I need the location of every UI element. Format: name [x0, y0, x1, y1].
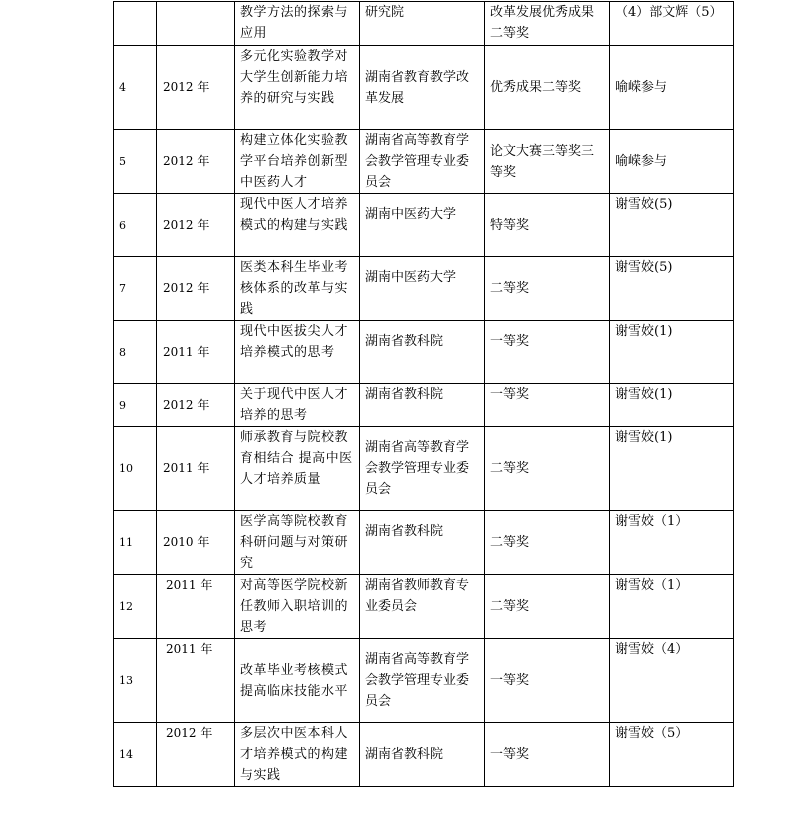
- row-year: 2012 年: [157, 384, 235, 427]
- row-rank: 谢雪姣(5): [610, 194, 734, 257]
- row-title: 教学方法的探索与应用: [235, 2, 360, 46]
- table-row: [114, 321, 734, 384]
- table-row: [114, 575, 734, 639]
- row-award-level: 论文大赛三等奖三等奖: [485, 130, 610, 194]
- row-year: 2011 年: [157, 639, 235, 723]
- table-row: [114, 194, 734, 257]
- table-row: [114, 46, 734, 130]
- row-award-level: 一等奖: [485, 321, 610, 384]
- row-rank: 谢雪姣(1): [610, 427, 734, 511]
- row-award-level: 二等奖: [485, 427, 610, 511]
- row-award-level: 一等奖: [485, 639, 610, 723]
- row-year: 2012 年: [157, 130, 235, 194]
- row-organization: 湖南省教科院: [360, 511, 485, 575]
- table-row: [114, 511, 734, 575]
- table-row: [114, 723, 734, 787]
- row-title: 师承教育与院校教育相结合 提高中医人才培养质量: [235, 427, 360, 511]
- row-organization: 湖南中医药大学: [360, 257, 485, 321]
- row-rank: 谢雪姣(1): [610, 321, 734, 384]
- row-rank: 谢雪姣（5）: [610, 723, 734, 787]
- row-year: 2012 年: [157, 723, 235, 787]
- row-organization: 湖南省教科院: [360, 384, 485, 427]
- row-rank: 谢雪姣（4）: [610, 639, 734, 723]
- row-number: 5: [114, 130, 157, 194]
- row-number: [114, 2, 157, 46]
- table-row: [114, 427, 734, 511]
- row-title: 改革毕业考核模式 提高临床技能水平: [235, 639, 360, 723]
- row-rank: 谢雪姣（1）: [610, 511, 734, 575]
- row-rank: 喻嵘参与: [610, 46, 734, 130]
- row-organization: 研究院: [360, 2, 485, 46]
- table-row: [114, 2, 734, 46]
- row-title: 关于现代中医人才培养的思考: [235, 384, 360, 427]
- row-title: 现代中医拔尖人才培养模式的思考: [235, 321, 360, 384]
- row-organization: 湖南省教科院: [360, 723, 485, 787]
- row-organization: 湖南省教师教育专业委员会: [360, 575, 485, 639]
- row-organization: 湖南省教育教学改革发展: [360, 46, 485, 130]
- row-number: 13: [114, 639, 157, 723]
- row-title: 多层次中医本科人才培养模式的构建与实践: [235, 723, 360, 787]
- row-year: 2012 年: [157, 46, 235, 130]
- row-number: 8: [114, 321, 157, 384]
- row-award-level: 二等奖: [485, 257, 610, 321]
- table-row: [114, 639, 734, 723]
- table-row: [114, 384, 734, 427]
- table-row: [114, 257, 734, 321]
- row-number: 6: [114, 194, 157, 257]
- row-rank: 谢雪姣(1): [610, 384, 734, 427]
- row-award-level: 优秀成果二等奖: [485, 46, 610, 130]
- row-year: 2011 年: [157, 321, 235, 384]
- row-year: [157, 2, 235, 46]
- row-title: 构建立体化实验教学平台培养创新型中医药人才: [235, 130, 360, 194]
- row-number: 9: [114, 384, 157, 427]
- row-rank: 谢雪姣（1）: [610, 575, 734, 639]
- row-year: 2011 年: [157, 427, 235, 511]
- row-award-level: 改革发展优秀成果二等奖: [485, 2, 610, 46]
- row-organization: 湖南省高等教育学会教学管理专业委员会: [360, 130, 485, 194]
- row-number: 7: [114, 257, 157, 321]
- row-title: 多元化实验教学对大学生创新能力培养的研究与实践: [235, 46, 360, 130]
- row-year: 2012 年: [157, 257, 235, 321]
- row-year: 2012 年: [157, 194, 235, 257]
- row-number: 10: [114, 427, 157, 511]
- row-title: 医类本科生毕业考核体系的改革与实践: [235, 257, 360, 321]
- row-organization: 湖南省教科院: [360, 321, 485, 384]
- row-organization: 湖南省高等教育学会教学管理专业委员会: [360, 427, 485, 511]
- row-organization: 湖南中医药大学: [360, 194, 485, 257]
- row-award-level: 二等奖: [485, 511, 610, 575]
- row-rank: 喻嵘参与: [610, 130, 734, 194]
- row-rank: （4）部文辉（5）: [610, 2, 734, 46]
- row-title: 现代中医人才培养模式的构建与实践: [235, 194, 360, 257]
- row-organization: 湖南省高等教育学会教学管理专业委员会: [360, 639, 485, 723]
- row-award-level: 一等奖: [485, 723, 610, 787]
- table-row: [114, 130, 734, 194]
- row-number: 12: [114, 575, 157, 639]
- row-award-level: 特等奖: [485, 194, 610, 257]
- row-number: 11: [114, 511, 157, 575]
- row-award-level: 二等奖: [485, 575, 610, 639]
- row-award-level: 一等奖: [485, 384, 610, 427]
- row-number: 4: [114, 46, 157, 130]
- row-year: 2011 年: [157, 575, 235, 639]
- row-rank: 谢雪姣(5): [610, 257, 734, 321]
- row-title: 对高等医学院校新任教师入职培训的思考: [235, 575, 360, 639]
- row-year: 2010 年: [157, 511, 235, 575]
- row-number: 14: [114, 723, 157, 787]
- row-title: 医学高等院校教育科研问题与对策研究: [235, 511, 360, 575]
- award-table: [113, 1, 734, 787]
